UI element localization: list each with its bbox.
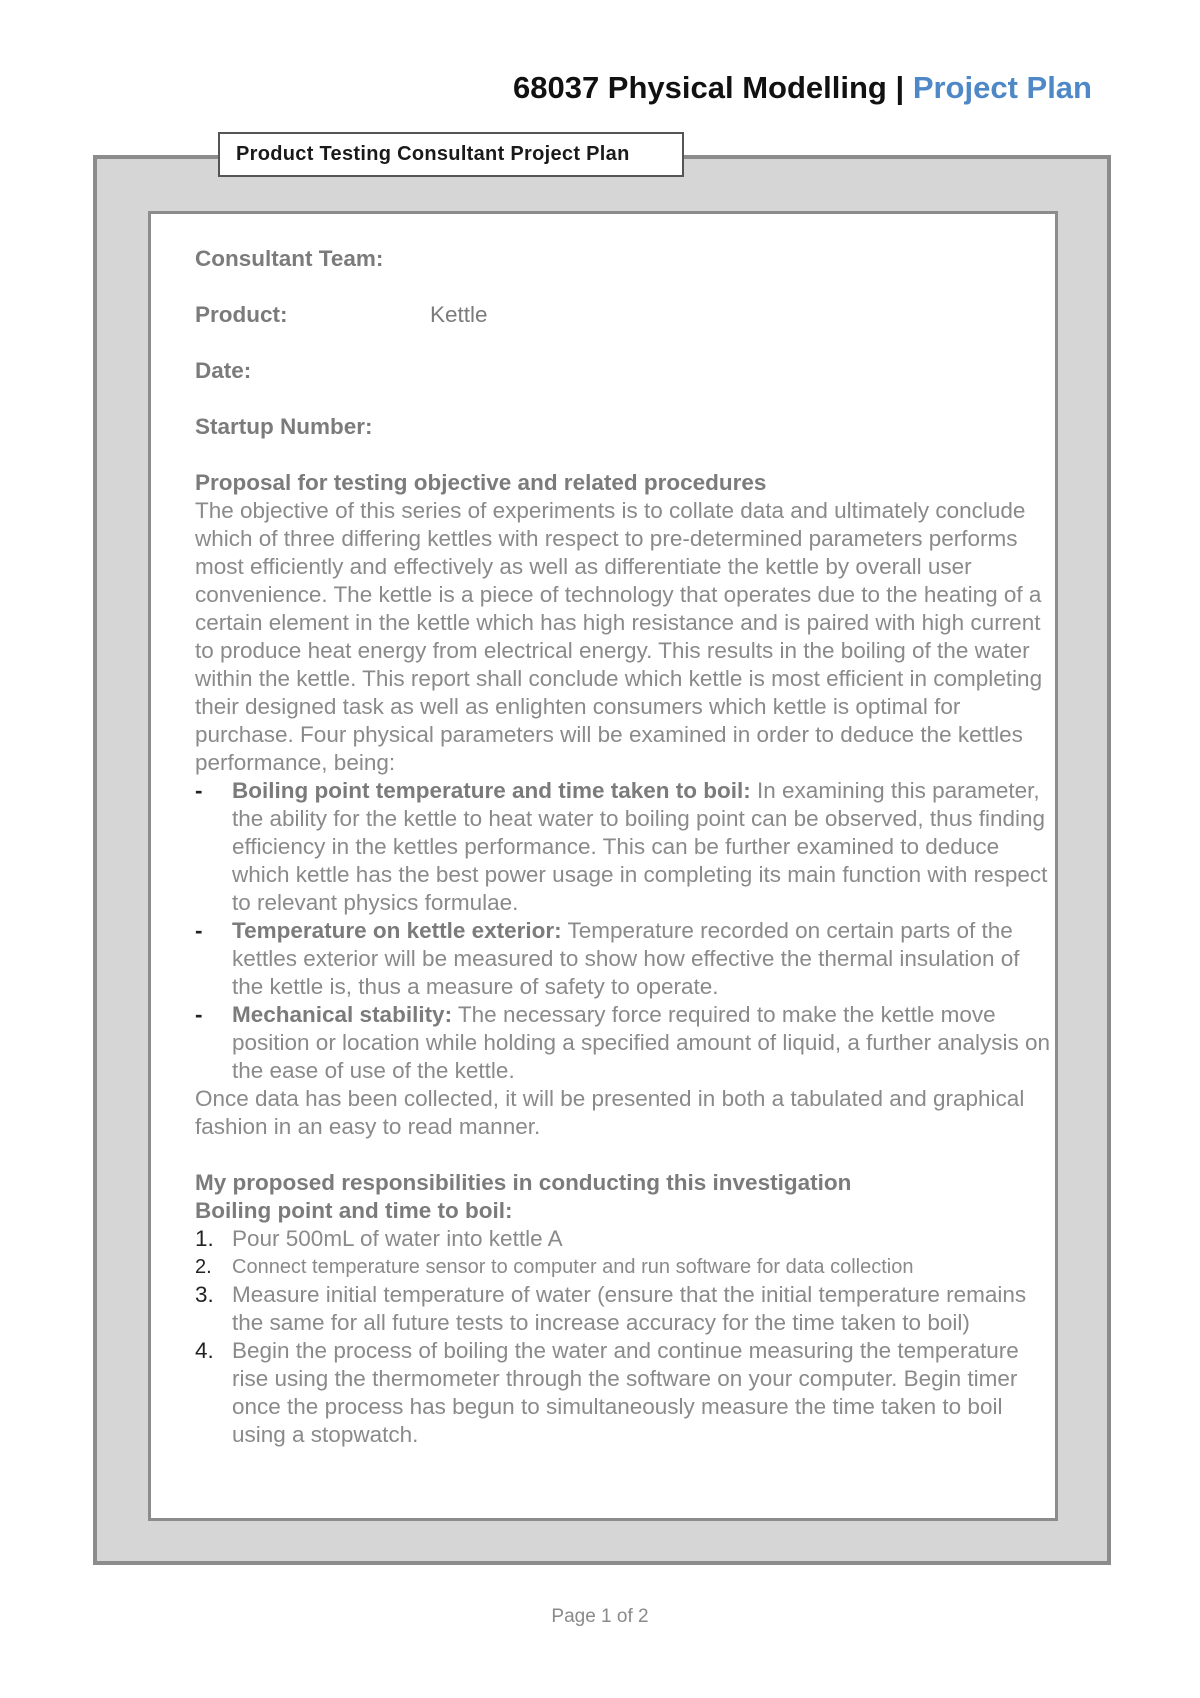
parameter-description: Temperature recorded on certain parts of the kettles exterior will be measured to show how effective the thermal insulation of the kettle is, thus a measure of safety to operate. <box>232 918 1020 999</box>
page-number: Page 1 of 2 <box>551 1606 649 1627</box>
procedure-steps <box>195 1225 1055 1449</box>
parameter-title: Temperature on kettle exterior: <box>232 918 562 943</box>
plan-content <box>195 245 1055 1449</box>
parameter-description: In examining this parameter, the ability for the kettle to heat water to boiling point can be observed, thus finding efficiency in the kettles performance. This can be further examined to deduce which kettle has the best power usage in completing its main function with respect to relevant physics formulae. <box>232 778 1048 915</box>
step-number: 4. <box>195 1338 214 1363</box>
list-item <box>195 777 1055 917</box>
step-text: Measure initial temperature of water (ensure that the initial temperature remains the same for all future tests to increase accuracy for the time taken to boil) <box>232 1282 1027 1335</box>
step-text: Begin the process of boiling the water and continue measuring the temperature rise using the thermometer through the software on your computer. Begin timer once the process has begun to simultaneously measure the time taken to boil using a stopwatch. <box>232 1338 1019 1447</box>
parameter-list <box>195 777 1055 1085</box>
step-number: 3. <box>195 1282 214 1307</box>
proposal-closing: Once data has been collected, it will be presented in both a tabulated and graphical fashion in an easy to read manner. <box>195 1086 1025 1139</box>
parameter-title: Mechanical stability: <box>232 1002 453 1027</box>
step-number: 1. <box>195 1226 214 1251</box>
date-field <box>195 357 1055 385</box>
bullet-marker: - <box>195 918 203 943</box>
bullet-marker: - <box>195 1002 203 1027</box>
parameter-description: The necessary force required to make the kettle move position or location while holding a specified amount of liquid, a further analysis on the ease of use of the kettle. <box>232 1002 1050 1083</box>
step-text: Connect temperature sensor to computer and run software for data collection <box>232 1256 914 1278</box>
responsibilities-subheading: Boiling point and time to boil: <box>195 1198 513 1223</box>
product-value: Kettle <box>430 302 488 327</box>
list-item <box>195 1253 1055 1281</box>
list-item <box>195 1001 1055 1085</box>
list-item <box>195 1337 1055 1449</box>
proposal-intro: The objective of this series of experiments is to collate data and ultimately conclude which of three differing kettles with respect to pre-determined parameters performs most efficiently and effectively as well as differentiate the kettle by overall user convenience. The kettle is a piece of technology that operates due to the heating of a certain element in the kettle which has high resistance and is paired with high current to produce heat energy from electrical energy. This results in the boiling of the water within the kettle. This report shall conclude which kettle is most efficient in completing their designed task as well as enlighten consumers which kettle is optimal for purchase. Four physical parameters will be examined in order to deduce the kettles performance, being: <box>195 498 1043 775</box>
step-text: Pour 500mL of water into kettle A <box>232 1226 563 1251</box>
list-item <box>195 1281 1055 1337</box>
date-label: Date: <box>195 358 252 383</box>
proposal-heading: Proposal for testing objective and related procedures <box>195 470 767 495</box>
document-type: Project Plan <box>912 70 1092 105</box>
course-title: 68037 Physical Modelling <box>512 70 887 105</box>
spacer <box>195 1141 1055 1169</box>
product-field <box>195 301 1055 329</box>
step-number: 2. <box>195 1256 212 1278</box>
startup-number-label: Startup Number: <box>195 414 373 439</box>
product-label: Product: <box>195 302 288 327</box>
responsibilities-heading: My proposed responsibilities in conducting this investigation <box>195 1170 852 1195</box>
startup-number-field <box>195 413 1055 441</box>
page-header <box>513 70 1092 106</box>
header-separator: | <box>895 70 905 105</box>
consultant-team-label: Consultant Team: <box>195 246 384 271</box>
list-item <box>195 1225 1055 1253</box>
consultant-team-field <box>195 245 1055 273</box>
parameter-title: Boiling point temperature and time taken to boil: <box>232 778 751 803</box>
list-item <box>195 917 1055 1001</box>
box-title: Product Testing Consultant Project Plan <box>218 132 684 177</box>
bullet-marker: - <box>195 778 203 803</box>
